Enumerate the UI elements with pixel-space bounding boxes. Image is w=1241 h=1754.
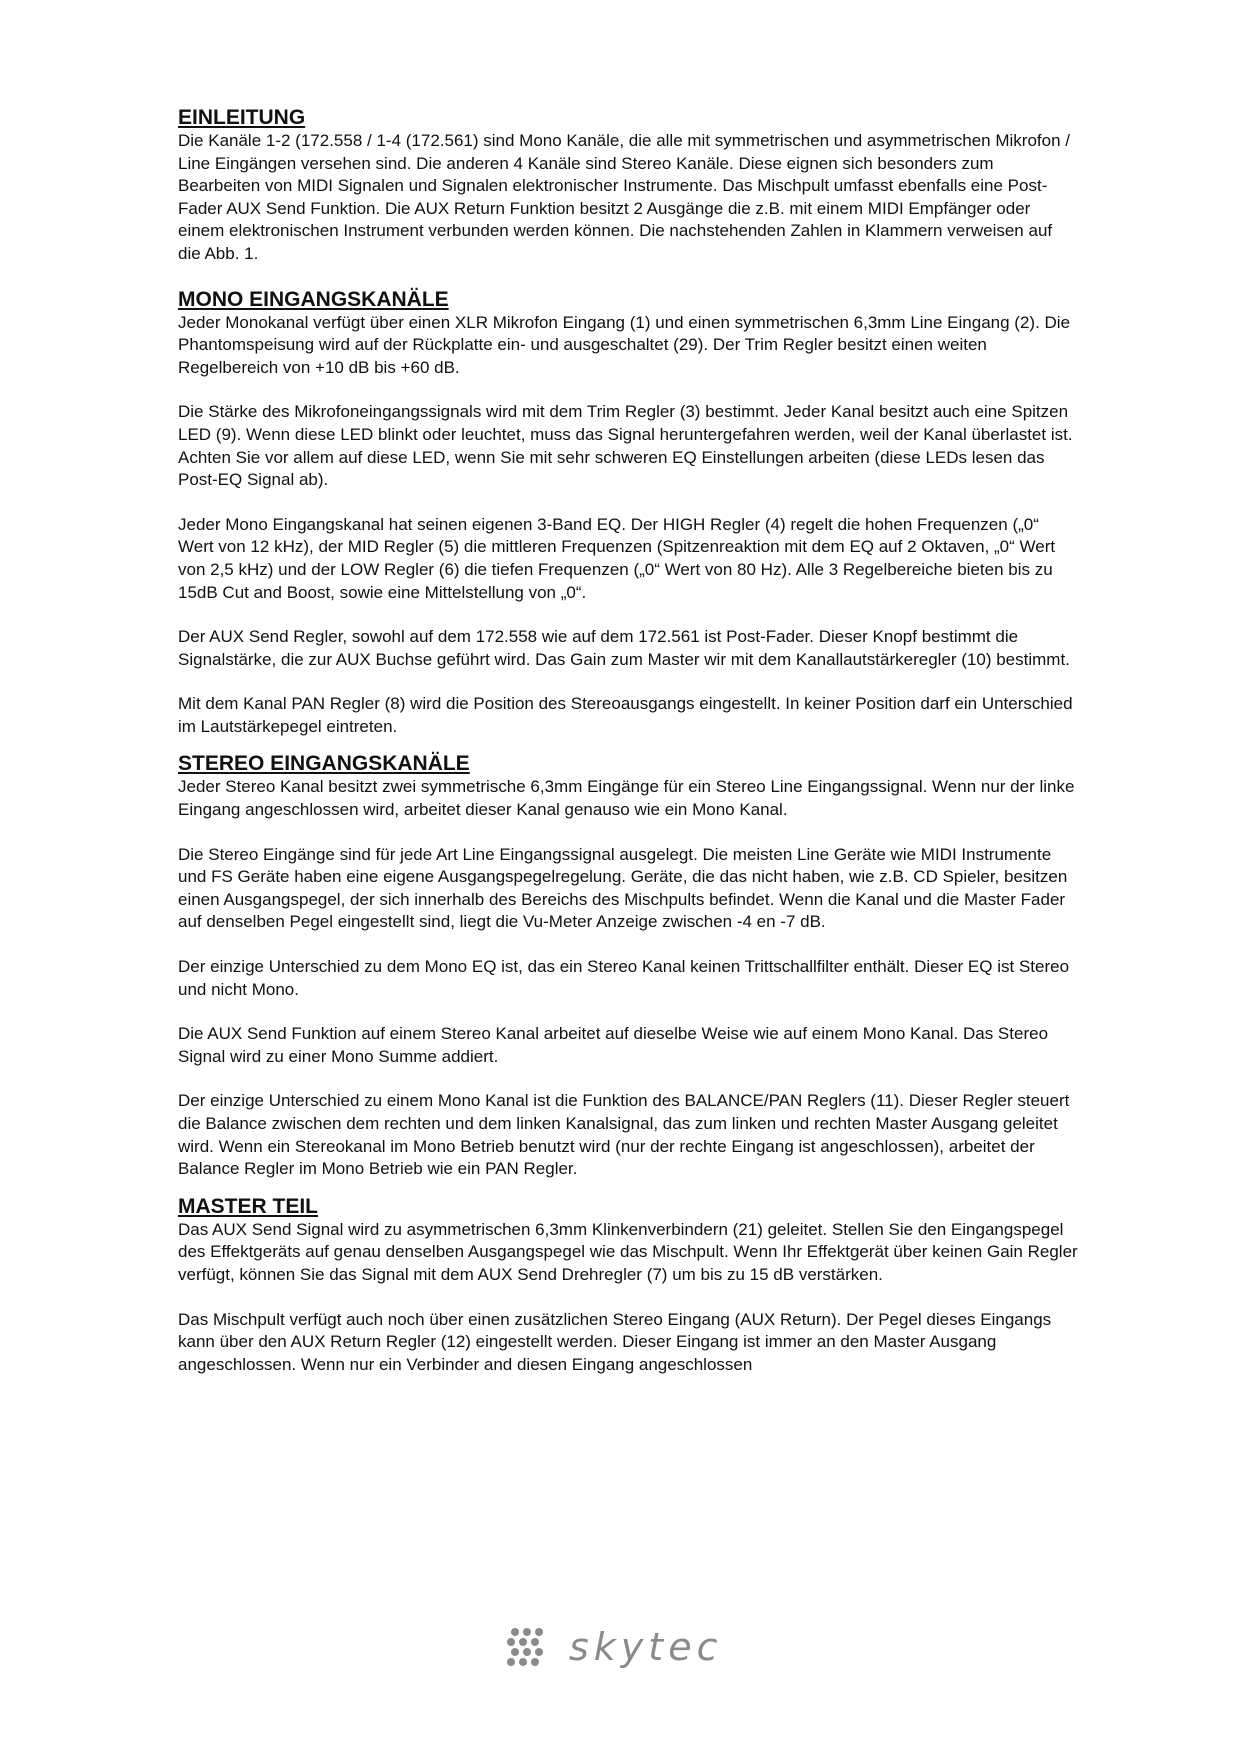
paragraph: Die Kanäle 1-2 (172.558 / 1-4 (172.561) sind Mono Kanäle, die alle mit symmetrischen und asymmetrischen Mikrofon / Line Eingängen versehen sind. Die anderen 4 Kanäle sind Stereo Kanäle. Diese eignen sich besonders zum Bearbeiten von MIDI Signalen und Signalen elektronischer Instrumente. Das Mischpult umfasst ebenfalls eine Post-Fader AUX Send Funktion. Die AUX Return Funktion besitzt 2 Ausgänge die z.B. mit einem MIDI Empfänger oder einem elektronischen Instrument verbunden werden können. Die nachstehenden Zahlen in Klammern verweisen auf die Abb. 1.: [178, 131, 1070, 263]
section-heading: STEREO EINGANGSKANÄLE: [178, 752, 470, 776]
section-einleitung: [178, 106, 1078, 266]
document-body: [178, 106, 1078, 1398]
skytec-logo-text: skytec: [569, 1625, 723, 1669]
section-stereo-eingangskanaele: [178, 752, 1078, 1180]
paragraph: Der einzige Unterschied zu dem Mono EQ ist, das ein Stereo Kanal keinen Trittschallfilter enthält. Dieser EQ ist Stereo und nicht Mono.: [178, 957, 1070, 999]
paragraph: Die Stärke des Mikrofoneingangssignals wird mit dem Trim Regler (3) bestimmt. Jeder Kanal besitzt auch eine Spitzen LED (9). Wenn diese LED blinkt oder leuchtet, muss das Signal heruntergefahren werden, weil der Kanal überlastet ist. Achten Sie vor allem auf diese LED, wenn Sie mit sehr schweren EQ Einstellungen arbeiten (diese LEDs lesen das Post-EQ Signal ab).: [178, 402, 1073, 490]
section-mono-eingangskanaele: [178, 288, 1078, 739]
paragraph: Mit dem Kanal PAN Regler (8) wird die Position des Stereoausgangs eingestellt. In keiner Position darf ein Unterschied im Lautstärkepegel eintreten.: [178, 694, 1073, 736]
section-master-teil: [178, 1195, 1078, 1377]
paragraph: Der AUX Send Regler, sowohl auf dem 172.558 wie auf dem 172.561 ist Post-Fader. Dieser Knopf bestimmt die Signalstärke, die zur AUX Buchse geführt wird. Das Gain zum Master wir mit dem Kanallautstärkeregler (10) bestimmt.: [178, 627, 1070, 669]
skytec-logo-icon: [505, 1624, 565, 1670]
paragraph: Das Mischpult verfügt auch noch über einen zusätzlichen Stereo Eingang (AUX Return). Der Pegel dieses Eingangs kann über den AUX Return Regler (12) eingestellt werden. Dieser Eingang ist immer an den Master Ausgang angeschlossen. Wenn nur ein Verbinder and diesen Eingang angeschlossen: [178, 1309, 1052, 1374]
skytec-logo: [505, 1622, 745, 1672]
paragraph: Die AUX Send Funktion auf einem Stereo Kanal arbeitet auf dieselbe Weise wie auf einem Mono Kanal. Das Stereo Signal wird zu einer Mono Summe addiert.: [178, 1024, 1049, 1066]
paragraph: Die Stereo Eingänge sind für jede Art Line Eingangssignal ausgelegt. Die meisten Line Geräte wie MIDI Instrumente und FS Geräte haben eine eigene Ausgangspegelregelung. Geräte, die das nicht haben, wie z.B. CD Spieler, besitzen einen Ausgangspegel, der sich innerhalb des Bereichs des Mischpults befindet. Wenn die Kanal und die Master Fader auf denselben Pegel eingestellt sind, liegt die Vu-Meter Anzeige zwischen -4 en -7 dB.: [178, 844, 1068, 932]
paragraph: Jeder Stereo Kanal besitzt zwei symmetrische 6,3mm Eingänge für ein Stereo Line Eingangssignal. Wenn nur der linke Eingang angeschlossen wird, arbeitet dieser Kanal genauso wie ein Mono Kanal.: [178, 777, 1075, 820]
section-heading: EINLEITUNG: [178, 106, 306, 129]
paragraph: Der einzige Unterschied zu einem Mono Kanal ist die Funktion des BALANCE/PAN Reglers (11). Dieser Regler steuert die Balance zwischen dem rechten und dem linken Kanalsignal, das zum linken und rechten Master Ausgang geleitet wird. Wenn ein Stereokanal im Mono Betrieb benutzt wird (nur der rechte Eingang ist angeschlossen), arbeitet der Balance Regler im Mono Betrieb wie ein PAN Regler.: [178, 1091, 1070, 1179]
paragraph: Jeder Mono Eingangskanal hat seinen eigenen 3-Band EQ. Der HIGH Regler (4) regelt die hohen Frequenzen („0“ Wert von 12 kHz), der MID Regler (5) die mittleren Frequenzen (Spitzenreaktion mit dem EQ auf 2 Oktaven, „0“ Wert von 2,5 kHz) und der LOW Regler (6) die tiefen Frequenzen („0“ Wert von 80 Hz). Alle 3 Regelbereiche bieten bis zu 15dB Cut and Boost, sowie eine Mittelstellung von „0“.: [178, 514, 1056, 602]
section-heading: MONO EINGANGSKANÄLE: [178, 287, 449, 311]
paragraph: Jeder Monokanal verfügt über einen XLR Mikrofon Eingang (1) und einen symmetrischen 6,3mm Line Eingang (2). Die Phantomspeisung wird auf der Rückplatte ein- und ausgeschaltet (29). Der Trim Regler besitzt einen weiten Regelbereich von +10 dB bis +60 dB.: [178, 312, 1071, 377]
section-heading: MASTER TEIL: [178, 1194, 318, 1218]
paragraph: Das AUX Send Signal wird zu asymmetrischen 6,3mm Klinkenverbindern (21) geleitet. Stellen Sie den Eingangspegel des Effektgeräts auf genau denselben Ausgangspegel wie das Mischpult. Wenn Ihr Effektgerät über keinen Gain Regler verfügt, können Sie das Signal mit dem AUX Send Drehregler (7) um bis zu 15 dB verstärken.: [178, 1219, 1078, 1284]
